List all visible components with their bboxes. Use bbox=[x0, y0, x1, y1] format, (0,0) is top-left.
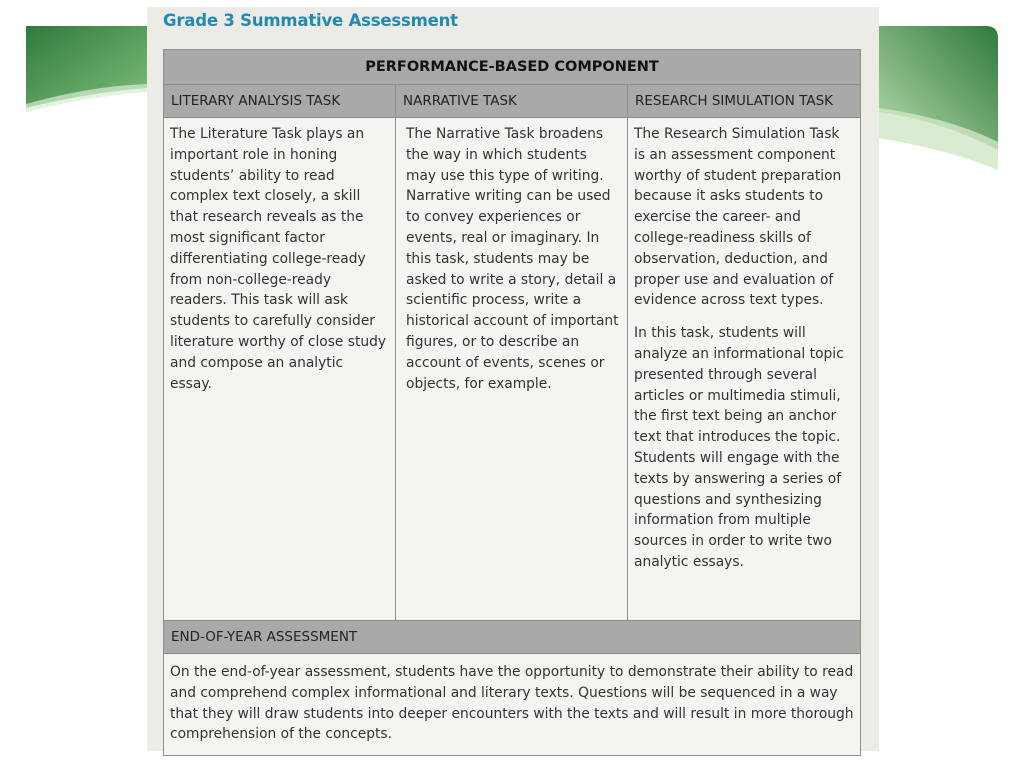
document-sheet bbox=[147, 7, 879, 751]
literary-task-text: The Literature Task plays an important role in honing students’ ability to read complex text closely, a skill that research reveals as the most significant factor differentiating college-ready from non-college-ready readers. This task will ask students to carefully consider literature worthy of close study and compose an analytic essay. bbox=[170, 126, 387, 392]
research-task-cell bbox=[628, 118, 861, 621]
assessment-table bbox=[163, 49, 861, 756]
research-task-text-1: The Research Simulation Task is an assessment component worthy of student preparation because it asks students to exercise the career- and college-readiness skills of observation, deduction, and proper use and evaluation of evidence across text types. bbox=[634, 126, 842, 309]
end-of-year-text: On the end-of-year assessment, students have the opportunity to demonstrate their ability to read and comprehend complex informational and literary texts. Questions will be sequenced in a way that they will draw students into deeper encounters with the texts and will result in more thorough comprehension of the concepts. bbox=[164, 654, 861, 756]
research-task-text-2: In this task, students will analyze an informational topic presented through several articles or multimedia stimuli, the first text being an anchor text that introduces the topic. Students will engage with the texts by answering a series of questions and synthesizing information from multiple sources in order to write two analytic essays. bbox=[634, 325, 844, 570]
column-header-research: RESEARCH SIMULATION TASK bbox=[628, 85, 861, 118]
narrative-task-text: The Narrative Task broadens the way in which students may use this type of writing. Narrative writing can be used to convey experiences or events, real or imaginary. In this task, students may be asked to write a story, detail a scientific process, write a historical account of important figures, or to describe an account of events, scenes or objects, for example. bbox=[406, 126, 619, 392]
column-header-narrative: NARRATIVE TASK bbox=[396, 85, 628, 118]
performance-section-header: PERFORMANCE-BASED COMPONENT bbox=[164, 50, 861, 85]
literary-task-cell bbox=[164, 118, 396, 621]
page-title: Grade 3 Summative Assessment bbox=[163, 11, 458, 30]
end-of-year-header: END-OF-YEAR ASSESSMENT bbox=[164, 621, 861, 654]
column-header-literary: LITERARY ANALYSIS TASK bbox=[164, 85, 396, 118]
narrative-task-cell bbox=[396, 118, 628, 621]
